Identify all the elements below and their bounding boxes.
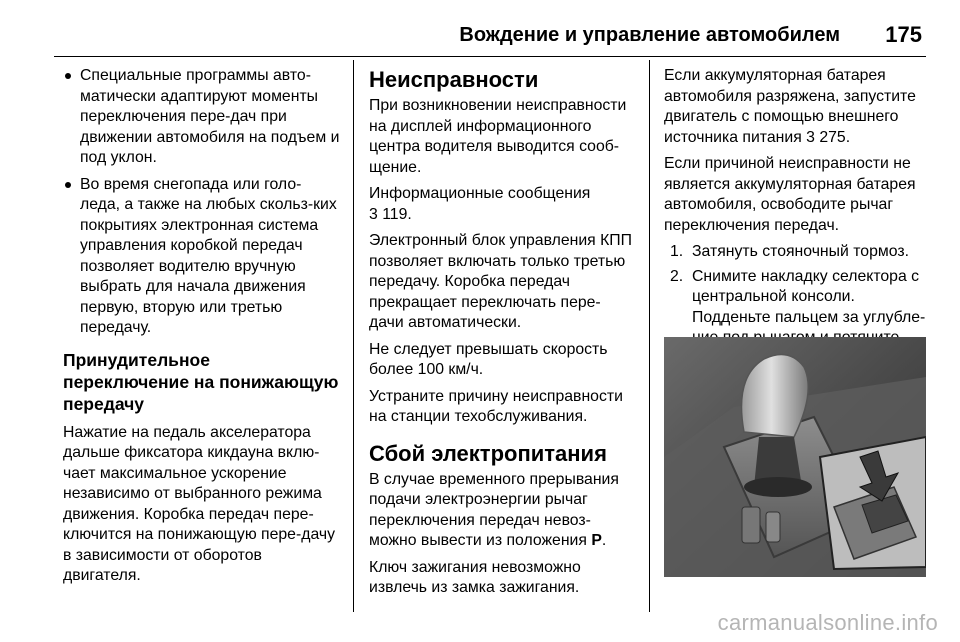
step-extra: Подденьте пальцем за углубле- [692,308,926,326]
step-item [664,242,934,263]
bullet-item: Специальные программы авто-матически адаптируют моменты переключения пере-дач при движении автомобиля на подъем и под уклон. [63,66,340,169]
column-1 [63,66,340,593]
step-text: Снимите накладку селектора с центральной консоли. [692,267,920,305]
watermark: carmanualsonline.info [717,610,938,635]
page-ref[interactable]: 119. [382,205,412,223]
column-divider-2 [649,60,650,612]
step-number: 1. [670,243,684,260]
paragraph [369,470,633,552]
page-number: 175 [885,22,922,47]
step-text: Затянуть стояночный тормоз. [692,243,909,260]
section-heading-kickdown: Принудительное переключение на понижающую передачу [63,349,339,414]
section-heading-faults: Неисправности [369,67,539,92]
page-header [54,22,926,57]
page-ref-icon: 3 [369,205,378,223]
paragraph: Ключ зажигания невозможно извлечь из замка зажигания. [369,558,581,596]
gear-position-p: P [591,532,602,549]
paragraph: Не следует превышать скорость более 100 км/ч. [369,340,608,378]
page-ref[interactable]: 275. [819,128,851,146]
para-end: . [601,532,607,549]
paragraph: Нажатие на педаль акселератора дальше фиксатора кикдауна вклю-чает максимальное ускорение независимо от выбранного режима движения. Коробка передач пере-ключится на понижающую пере-дачу в зависимости от оборотов двигателя. [63,423,336,584]
step-number: 2. [670,267,684,285]
gear-selector-illustration [664,337,926,577]
paragraph: При возникновении неисправности на дисплей информационного центра водителя выводится сооб-щение. [369,97,627,176]
paragraph: Устраните причину неисправности на станции техобслуживания. [369,387,623,425]
paragraph-with-ref [664,66,934,148]
paragraph: Если причиной неисправности не является аккумуляторная батарея автомобиля, освободите рычаг переключения передач. [664,155,916,234]
paragraph-with-ref [369,184,633,225]
section-heading-power-failure: Сбой электропитания [369,440,607,466]
header-title: Вождение и управление автомобилем [459,24,840,46]
para-text: Если аккумуляторная батарея автомобиля разряжена, запустите двигатель с помощью внешнего источника питания [664,67,916,146]
ref-text: Информационные сообщения [369,185,591,202]
column-2 [369,66,633,605]
page-ref-icon: 3 [806,128,815,146]
para-text: В случае временного прерывания подачи электроэнергии рычаг переключения передач невоз-можно вывести из положения [369,470,619,549]
column-3 [664,66,934,373]
paragraph: Электронный блок управления КПП позволяет включать только третью передачу. Коробка передач прекращает переключать пере-дачи автоматически. [369,232,633,331]
bullet-item: Во время снегопада или голо-леда, а также на любых скольз-ких покрытиях электронная система управления коробкой передач позволяет водителю вручную выбрать для начала движения первую, вторую или третью передачу. [63,175,340,339]
column-divider-1 [353,60,354,612]
